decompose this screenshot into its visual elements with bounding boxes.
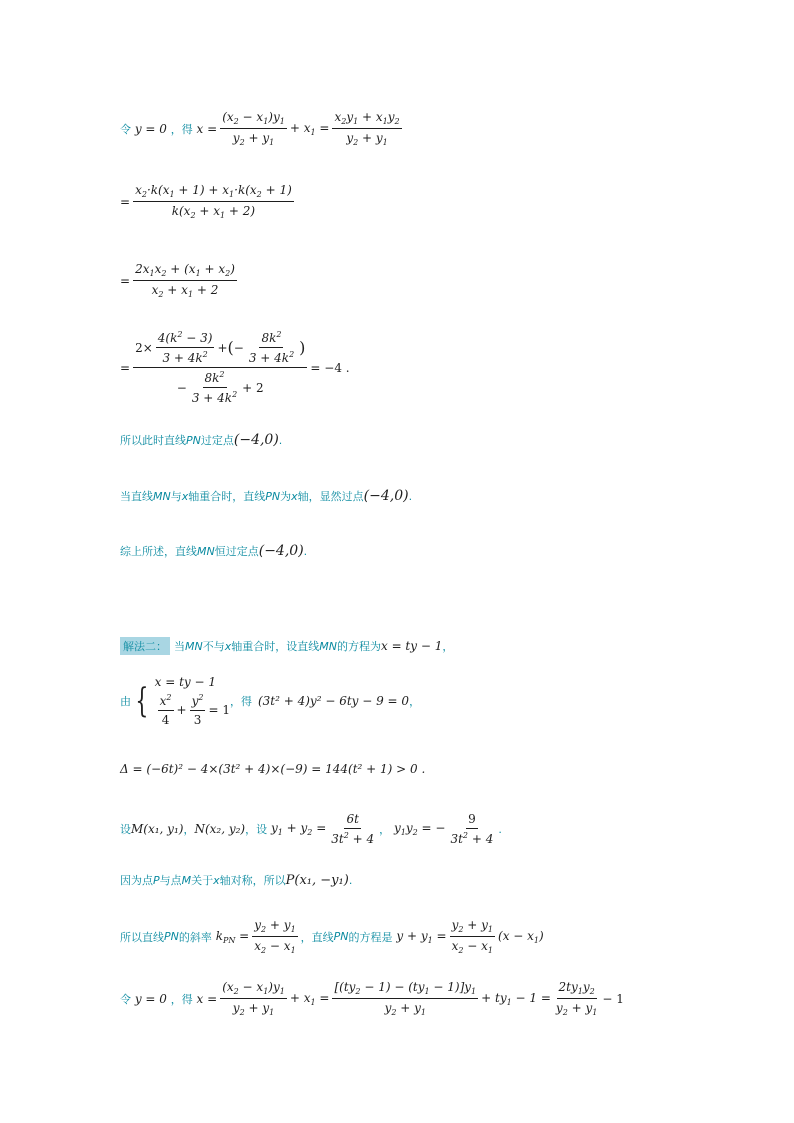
eq-line-10: [120, 762, 425, 776]
var: MN: [153, 489, 171, 503]
text: 轴对称，所以: [219, 874, 286, 887]
text: ，: [379, 823, 391, 836]
system-line-9: [120, 675, 420, 727]
eq-line-4: = 2× $\frac{4(k^2 - 3)}{3 + 4k^2}$ + ( − $\frac{8k^2}{3 + 4k^2}$ ) − $\frac{8k^2}{3 + 4k^2}$ + 2 = −4 .: [120, 330, 350, 405]
var: PN: [333, 930, 349, 943]
text: ，: [409, 695, 421, 708]
var: MN: [197, 544, 215, 558]
text-line-5: [120, 432, 282, 448]
var: PN: [164, 930, 179, 943]
equation: x = ty − 1: [380, 639, 443, 653]
var: PN: [186, 433, 201, 447]
text: ，得: [229, 695, 252, 708]
var: P: [153, 873, 160, 887]
math: y = 0: [131, 121, 171, 136]
equation-system: [155, 675, 230, 727]
point-m: M(x₁, y₁): [131, 822, 184, 836]
point: (−4,0): [233, 432, 279, 448]
text: ，: [442, 640, 454, 653]
text: 的斜率: [178, 930, 212, 944]
text-line-7: [120, 543, 307, 559]
var: x: [291, 489, 298, 503]
text: 设: [120, 823, 131, 836]
text: .: [348, 873, 353, 887]
eq-line-1: 令 y = 0 ，得 x = $\frac{(x_2 - x_1)y_1}{y_2 + y_1}$ + $x_1$ = $\frac{x_2y_1 + x_1y_2}{y_2 + y_1}$: [120, 110, 400, 147]
text: 所以直线: [120, 930, 164, 944]
text: 令: [120, 122, 131, 136]
text: .: [498, 822, 502, 836]
text: 轴重合时，直线: [188, 490, 266, 503]
text: ，: [183, 823, 195, 836]
var: x: [224, 639, 232, 653]
equation: x = ty − 1: [154, 675, 217, 689]
point: (−4,0): [258, 543, 304, 559]
equation: $\frac{x^2}{4}$ + $\frac{y^2}{3}$ = 1: [159, 693, 230, 727]
math: x =: [192, 121, 218, 136]
text-line-11: 设 M(x₁, y₁) ， N(x₂, y₂) ，设 $y_1 + y_2$ = $\frac{6t}{3t^2 + 4}$ ， $y_1y_2$ = − $\frac{9}{3t^2 + 4}$ .: [120, 812, 502, 846]
equation: (3t² + 4)y² − 6ty − 9 = 0: [257, 694, 410, 708]
text-line-13: 所以直线 PN 的斜率 $k_{PN}$ = $\frac{y_2 + y_1}{x_2 - x_1}$ ，直线 PN 的方程是 $y + y_1$ = $\frac{y_2 + y_1}{x_2 - x_1}$ $(x - x_1)$: [120, 918, 544, 955]
text: 关于: [191, 874, 214, 887]
text: .: [278, 433, 283, 447]
text: 与点: [159, 874, 182, 887]
fraction: $\frac{y_2 + y_1}{x_2 - x_1}$: [254, 918, 296, 955]
point: P(x₁, −y₁): [285, 872, 349, 888]
fraction: $\frac{6t}{3t^2 + 4}$: [331, 812, 375, 846]
fraction: $\frac{[(ty_2 - 1) - (ty_1 - 1)]y_1}{y_2 + y_1}$: [334, 980, 477, 1017]
fraction: $\frac{x_2y_1 + x_1y_2}{y_2 + y_1}$: [334, 110, 400, 147]
text: ，直线: [300, 930, 334, 944]
var: x: [181, 489, 189, 503]
var: MN: [185, 639, 203, 653]
text: 所以此时直线: [120, 434, 186, 447]
fraction: 2× $\frac{4(k^2 - 3)}{3 + 4k^2}$ + ( − $\frac{8k^2}{3 + 4k^2}$ ) − $\frac{8k^2}{3 + 4k^2}$ + 2: [135, 330, 306, 405]
text: 轴，显然过点: [297, 490, 364, 503]
eq-line-14: 令 y = 0 ，得 x = $\frac{(x_2 - x_1)y_1}{y_2 + y_1}$ + $x_1$ = $\frac{[(ty_2 - 1) - (ty_1 - 1)]y_1}{y_2 + y_1}$ + $ty_1 - 1$ = $\frac{2ty_1y_2}{y_2 + y_1}$ − 1: [120, 980, 624, 1017]
fraction: $\frac{(x_2 - x_1)y_1}{y_2 + y_1}$: [222, 110, 285, 147]
brace-icon: {: [135, 681, 149, 721]
fraction: $\frac{2x_1x_2 + (x_1 + x_2)}{x_2 + x_1 + 2}$: [135, 262, 235, 299]
text: .: [303, 544, 308, 558]
fraction: $\frac{(x_2 - x_1)y_1}{y_2 + y_1}$: [222, 980, 285, 1017]
text: 恒过定点: [214, 545, 259, 558]
text: 与: [170, 490, 182, 503]
equation: Δ = (−6t)² − 4×(3t² + 4)×(−9) = 144(t² + 1) > 0 .: [120, 762, 426, 776]
var: PN: [265, 489, 281, 503]
text-line-8: [120, 637, 453, 655]
text: ，设: [245, 823, 268, 836]
text: 轴重合时，设直线: [231, 640, 320, 653]
text: 因为点: [120, 874, 153, 887]
text: 当: [174, 640, 185, 653]
var: M: [181, 873, 192, 887]
fraction: $\frac{2ty_1y_2}{y_2 + y_1}$: [555, 980, 598, 1017]
fraction: $\frac{x_2\cdot k(x_1 + 1) + x_1\cdot k(x_2 + 1)}{k(x_2 + x_1 + 2)}$: [135, 183, 292, 220]
text: .: [408, 489, 413, 503]
point: (−4,0): [363, 488, 409, 504]
text: ，得: [170, 992, 193, 1006]
eq-line-3: = $\frac{2x_1x_2 + (x_1 + x_2)}{x_2 + x_1 + 2}$: [120, 262, 235, 299]
fraction: $\frac{9}{3t^2 + 4}$: [450, 812, 494, 846]
text: 由: [120, 695, 131, 708]
text: 的方程为: [336, 640, 381, 653]
point-n: N(x₂, y₂): [194, 822, 246, 836]
text: 过定点: [200, 434, 234, 447]
text: 令: [120, 992, 131, 1006]
var: MN: [319, 639, 337, 653]
text: 不与: [202, 640, 225, 653]
eq-line-2: = $\frac{x_2\cdot k(x_1 + 1) + x_1\cdot k(x_2 + 1)}{k(x_2 + x_1 + 2)}$: [120, 183, 292, 220]
text: 为: [280, 490, 292, 503]
text: 的方程是: [348, 930, 393, 944]
fraction: $\frac{y_2 + y_1}{x_2 - x_1}$: [451, 918, 494, 955]
text: ，得: [170, 122, 193, 136]
text-line-6: [120, 488, 412, 504]
method-tag: 解法二：: [120, 637, 170, 655]
var: x: [213, 873, 220, 887]
text: 当直线: [120, 490, 153, 503]
text: 综上所述，直线: [120, 545, 197, 558]
text-line-12: [120, 872, 352, 888]
